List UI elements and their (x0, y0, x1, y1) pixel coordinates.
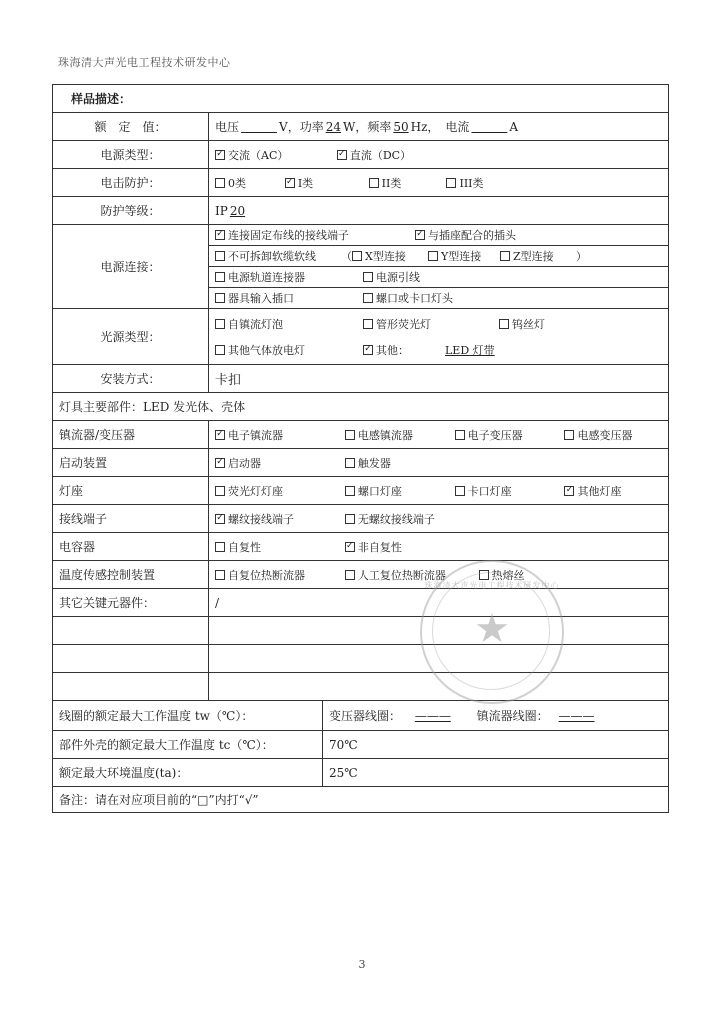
light-source-label: 光源类型： (53, 309, 209, 365)
current-unit: A (509, 120, 519, 134)
opt-non-self-healing[interactable] (345, 539, 402, 555)
opt-appliance-inlet[interactable] (215, 290, 363, 306)
checkbox-icon (352, 251, 362, 261)
connection-row-3 (209, 267, 668, 288)
holder-label: 灯座 (53, 477, 209, 505)
shell-temp-label: 部件外壳的额定最大工作温度 tc（℃）： (53, 731, 323, 759)
temp-ctrl-label: 温度传感控制装置 (53, 561, 209, 589)
opt-lampholder[interactable] (363, 290, 453, 306)
connection-row-1 (209, 225, 668, 246)
opt-thermal-fuse-label: 热熔丝 (491, 568, 525, 582)
connection-row-4 (209, 288, 668, 308)
opt-other-holder[interactable] (564, 483, 621, 499)
blank-cell (53, 645, 209, 673)
voltage-prefix: 电压 (215, 120, 240, 134)
opt-screw-terminal-label: 螺纹接线端子 (228, 512, 294, 526)
opt-other-discharge-label: 其他气体放电灯 (228, 343, 305, 357)
remark: 备注：请在对应项目前的“□”内打“√” (53, 787, 669, 813)
checkbox-icon (369, 178, 379, 188)
row-temp-ctrl (53, 561, 669, 589)
checkbox-icon (500, 251, 510, 261)
opt-inductive-ballast[interactable] (345, 427, 451, 443)
power-type-options (209, 141, 669, 169)
opt-tubular-fluorescent[interactable] (363, 316, 499, 332)
terminal-options (209, 505, 669, 533)
checkbox-icon (215, 178, 225, 188)
checkbox-icon (345, 486, 355, 496)
opt-screw-holder-label: 螺口灯座 (357, 484, 402, 498)
capacitor-label: 电容器 (53, 533, 209, 561)
ip-value-cell (209, 197, 669, 225)
checkbox-icon (499, 319, 509, 329)
opt-other[interactable] (363, 342, 409, 358)
checkbox-icon (215, 542, 225, 552)
checkbox-icon (337, 150, 347, 160)
ip-value: 20 (229, 203, 246, 218)
connection-row-2 (209, 246, 668, 267)
main-parts: 灯具主要部件：LED 发光体、壳体 (53, 393, 669, 421)
row-holder (53, 477, 669, 505)
coil-temp-values (323, 701, 669, 731)
terminal-label: 接线端子 (53, 505, 209, 533)
opt-auto-reset-cutout[interactable] (215, 567, 341, 583)
checkbox-icon (363, 319, 373, 329)
opt-dc-label: 直流（DC） (349, 148, 412, 162)
row-ballast (53, 421, 669, 449)
opt-other-holder-label: 其他灯座 (577, 484, 622, 498)
opt-self-ballasted-label: 自镇流灯泡 (228, 317, 283, 331)
ip-prefix: IP (215, 203, 228, 218)
checkbox-icon (363, 272, 373, 282)
opt-z-type-label: Z型连接 (513, 250, 554, 263)
opt-plug-label: 与插座配合的插头 (428, 229, 516, 242)
blank-cell (53, 673, 209, 701)
opt-self-ballasted[interactable] (215, 316, 363, 332)
opt-dc[interactable] (337, 147, 411, 163)
opt-fluorescent-holder-label: 荧光灯灯座 (228, 484, 283, 498)
sample-description-table (52, 84, 669, 813)
rating-label: 额 定 值： (53, 113, 209, 141)
shock-label: 电击防护： (53, 169, 209, 197)
opt-starter[interactable] (215, 455, 341, 471)
row-install (53, 365, 669, 393)
opt-fixed-wiring[interactable] (215, 227, 415, 243)
checkbox-icon (215, 230, 225, 240)
opt-igniter[interactable] (345, 455, 391, 471)
page-number: 3 (358, 958, 366, 971)
ambient-label: 额定最大环境温度(ta)： (53, 759, 323, 787)
opt-power-lead[interactable] (363, 269, 420, 285)
light-source-row-2 (215, 337, 662, 363)
current-blank (469, 120, 509, 134)
connection-label: 电源连接： (53, 225, 209, 309)
opt-class2-label: II类 (381, 176, 402, 190)
checkbox-icon (285, 178, 295, 188)
checkbox-icon (215, 430, 225, 440)
opt-other-discharge[interactable] (215, 342, 363, 358)
checkbox-icon (564, 430, 574, 440)
ballast-coil-label: 镇流器线圈： (476, 709, 549, 723)
connection-options (209, 225, 669, 309)
row-other-parts (53, 589, 669, 617)
row-shell-temp (53, 731, 669, 759)
opt-electronic-transformer[interactable] (455, 427, 561, 443)
capacitor-options (209, 533, 669, 561)
star-icon: ★ (474, 606, 510, 652)
paren-close: ） (576, 250, 587, 263)
row-remark (53, 787, 669, 813)
checkbox-icon (363, 345, 373, 355)
ip-label: 防护等级： (53, 197, 209, 225)
ambient-value: 25℃ (323, 759, 669, 787)
rating-value (209, 113, 669, 141)
opt-inductive-transformer[interactable] (564, 427, 632, 443)
ballast-label: 镇流器/变压器 (53, 421, 209, 449)
checkbox-icon (215, 486, 225, 496)
checkbox-icon (345, 458, 355, 468)
opt-igniter-label: 触发器 (357, 456, 391, 470)
opt-bayonet-holder-label: 卡口灯座 (467, 484, 512, 498)
opt-y-type-label: Y型连接 (441, 250, 482, 263)
seal-text: 珠海清大声光电工程技术研发中心 (424, 581, 560, 590)
opt-tungsten-label: 钨丝灯 (512, 317, 545, 331)
row-main-parts (53, 393, 669, 421)
checkbox-icon (363, 293, 373, 303)
checkbox-icon (415, 230, 425, 240)
opt-track-connector[interactable] (215, 269, 363, 285)
opt-self-healing-label: 自复性 (228, 540, 261, 554)
checkbox-icon (215, 319, 225, 329)
opt-nondetachable[interactable] (215, 248, 341, 264)
other-parts-label: 其它关键元器件： (53, 589, 209, 617)
row-connection (53, 225, 669, 309)
sample-title: 样品描述： (53, 85, 669, 113)
row-starter (53, 449, 669, 477)
opt-tungsten[interactable] (499, 316, 545, 332)
opt-class0-label: 0类 (228, 176, 246, 190)
opt-ac[interactable] (215, 147, 333, 163)
checkbox-icon (564, 486, 574, 496)
opt-z-type[interactable] (500, 248, 576, 264)
opt-non-self-healing-label: 非自复性 (357, 540, 402, 554)
checkbox-icon (345, 430, 355, 440)
opt-inductive-transformer-label: 电感变压器 (577, 428, 633, 442)
checkbox-icon (215, 345, 225, 355)
power-type-label: 电源类型： (53, 141, 209, 169)
opt-screw-holder[interactable] (345, 483, 451, 499)
checkbox-icon (215, 293, 225, 303)
checkbox-icon (215, 514, 225, 524)
checkbox-icon (215, 150, 225, 160)
opt-class3[interactable] (446, 175, 483, 191)
checkbox-icon (345, 542, 355, 552)
checkbox-icon (215, 251, 225, 261)
opt-appliance-inlet-label: 器具输入插口 (228, 292, 294, 305)
opt-x-type-label: X型连接 (365, 250, 406, 263)
freq-value: 50 (393, 120, 409, 134)
install-label: 安装方式： (53, 365, 209, 393)
checkbox-icon (446, 178, 456, 188)
row-light-source (53, 309, 669, 365)
row-blank-2 (53, 645, 669, 673)
freq-unit: Hz， 电流 (410, 120, 470, 134)
opt-x-type[interactable] (352, 248, 428, 264)
opt-self-healing[interactable] (215, 539, 341, 555)
opt-class2[interactable] (369, 175, 443, 191)
holder-options (209, 477, 669, 505)
row-shock (53, 169, 669, 197)
opt-class0[interactable] (215, 175, 281, 191)
checkbox-icon (455, 430, 465, 440)
opt-electronic-ballast-label: 电子镇流器 (228, 428, 283, 442)
opt-y-type[interactable] (428, 248, 500, 264)
checkbox-icon (215, 570, 225, 580)
opt-plug[interactable] (415, 227, 516, 243)
voltage-unit: V，功率 (279, 120, 324, 134)
row-sample-title (53, 85, 669, 113)
shock-options (209, 169, 669, 197)
transformer-coil-label: 变压器线圈： (329, 709, 402, 723)
ballast-options (209, 421, 669, 449)
opt-inductive-ballast-label: 电感镇流器 (357, 428, 413, 442)
light-source-row-1 (215, 311, 662, 337)
opt-electronic-transformer-label: 电子变压器 (467, 428, 523, 442)
opt-class1[interactable] (285, 175, 365, 191)
row-coil-temp (53, 701, 669, 731)
row-terminal (53, 505, 669, 533)
opt-class1-label: I类 (297, 176, 314, 190)
shell-temp-value: 70℃ (323, 731, 669, 759)
blank-cell (53, 617, 209, 645)
other-parts-value: / (209, 589, 669, 617)
checkbox-icon (428, 251, 438, 261)
row-capacitor (53, 533, 669, 561)
opt-nondetachable-label: 不可拆卸软缆软线 (228, 250, 316, 263)
voltage-blank (239, 120, 279, 134)
opt-starter-label: 启动器 (228, 456, 261, 470)
opt-fluorescent-holder[interactable] (215, 483, 341, 499)
coil-temp-label: 线圈的额定最大工作温度 tw（℃）： (53, 701, 323, 731)
opt-ac-label: 交流（AC） (228, 148, 289, 162)
opt-power-lead-label: 电源引线 (376, 271, 420, 284)
header-org: 珠海清大声光电工程技术研发中心 (58, 56, 231, 69)
light-source-options (209, 309, 669, 365)
opt-class3-label: III类 (459, 176, 484, 190)
opt-bayonet-holder[interactable] (455, 483, 561, 499)
starter-label: 启动装置 (53, 449, 209, 477)
paren-open: （ (341, 250, 352, 263)
power-value: 24 (325, 120, 341, 134)
opt-other-label: 其他： (376, 343, 409, 357)
checkbox-icon (455, 486, 465, 496)
opt-fixed-wiring-label: 连接固定布线的接线端子 (228, 229, 349, 242)
checkbox-icon (215, 458, 225, 468)
ballast-coil-value: ——— (558, 709, 595, 723)
row-rating (53, 113, 669, 141)
row-ambient (53, 759, 669, 787)
opt-screwless-terminal[interactable] (345, 511, 435, 527)
transformer-coil-value: ——— (414, 709, 451, 723)
opt-tubular-fluorescent-label: 管形荧光灯 (376, 317, 431, 331)
opt-screw-terminal[interactable] (215, 511, 341, 527)
opt-manual-reset-cutout-label: 人工复位热断流器 (357, 568, 446, 582)
opt-screwless-terminal-label: 无螺纹接线端子 (357, 512, 435, 526)
opt-auto-reset-cutout-label: 自复位热断流器 (228, 568, 305, 582)
opt-track-connector-label: 电源轨道连接器 (228, 271, 305, 284)
checkbox-icon (345, 514, 355, 524)
install-value: 卡扣 (209, 365, 669, 393)
row-blank-3 (53, 673, 669, 701)
starter-options (209, 449, 669, 477)
opt-electronic-ballast[interactable] (215, 427, 341, 443)
row-power-type (53, 141, 669, 169)
other-light-value: LED 灯带 (445, 343, 495, 357)
opt-lampholder-label: 螺口或卡口灯头 (376, 292, 453, 305)
checkbox-icon (345, 570, 355, 580)
checkbox-icon (215, 272, 225, 282)
power-unit: W，频率 (342, 120, 392, 134)
seal-stamp (420, 560, 564, 704)
row-ip (53, 197, 669, 225)
row-blank-1 (53, 617, 669, 645)
